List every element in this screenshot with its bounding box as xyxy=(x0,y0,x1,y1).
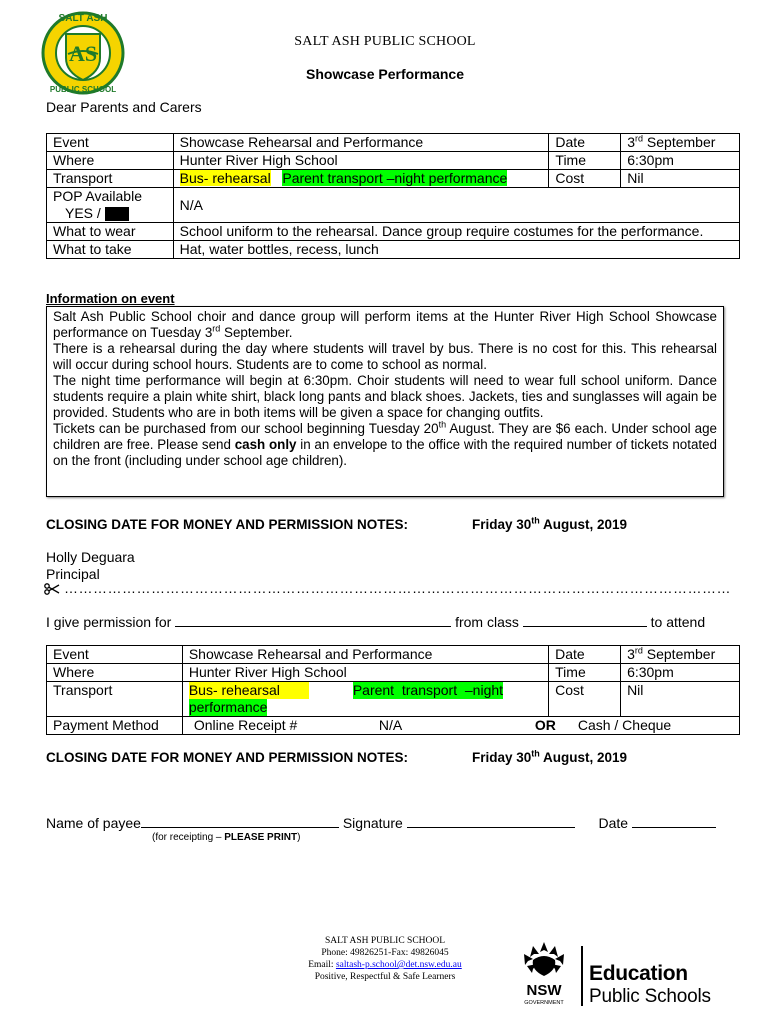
redacted-box xyxy=(105,207,129,221)
wear-value: School uniform to the rehearsal. Dance group require costumes for the performance. xyxy=(173,223,739,241)
date-label: Date xyxy=(549,134,621,152)
nsw-education-logo xyxy=(513,940,733,1010)
table-row xyxy=(47,682,740,717)
info-paragraph: Salt Ash Public School choir and dance group will perform items at the Hunter River High School Showcase performance on Tuesday 3rd September. xyxy=(53,309,717,340)
table-row xyxy=(47,134,740,152)
table-row xyxy=(47,152,740,170)
class-field[interactable] xyxy=(523,615,647,627)
pop-value: N/A xyxy=(173,188,739,223)
signature-field[interactable] xyxy=(407,816,575,828)
slip-transport-value xyxy=(182,682,548,717)
transport-bus-highlight: Bus- rehearsal xyxy=(179,170,271,186)
transport-value xyxy=(173,170,549,188)
scissors-icon xyxy=(44,583,60,595)
payee-note: (for receipting – PLEASE PRINT) xyxy=(152,832,301,843)
logo-divider xyxy=(581,946,583,1006)
closing-label: CLOSING DATE FOR MONEY AND PERMISSION NOTES: xyxy=(46,750,409,765)
cost-label: Cost xyxy=(549,170,621,188)
footer-motto: Positive, Respectful & Safe Learners xyxy=(314,972,456,982)
closing-date-notice xyxy=(46,515,628,532)
permission-line: I give permission for from class to attend xyxy=(46,614,706,630)
slip-transport-bus-highlight: Bus- rehearsal xyxy=(189,682,309,699)
payment-cash: Cash / Cheque xyxy=(577,717,672,733)
event-details-table xyxy=(46,133,740,259)
table-row xyxy=(47,241,740,259)
slip-transport-parent-highlight: Parent transport –night xyxy=(352,682,504,698)
slip-date-value: 3rd September xyxy=(621,646,740,664)
closing-date: Friday 30th August, 2019 xyxy=(472,748,628,765)
date-field[interactable] xyxy=(632,816,716,828)
closing-date: Friday 30th August, 2019 xyxy=(472,515,628,532)
slip-where-label: Where xyxy=(47,664,183,682)
transport-label: Transport xyxy=(47,170,174,188)
slip-payment-value xyxy=(182,717,739,735)
crest-bottom-text: PUBLIC SCHOOL xyxy=(49,85,117,94)
principal-role: Principal xyxy=(46,566,100,582)
crest-top-text: SALT ASH xyxy=(58,13,108,24)
greeting: Dear Parents and Carers xyxy=(46,99,202,115)
public-schools-text: Public Schools xyxy=(589,986,711,1007)
footer-email-line: Email: saltash-p.school@det.nsw.edu.au xyxy=(308,960,462,970)
slip-payment-label: Payment Method xyxy=(47,717,183,735)
permission-slip-table xyxy=(46,645,740,735)
info-box xyxy=(46,306,724,497)
payment-na: N/A xyxy=(378,717,403,733)
footer-email-link[interactable]: saltash-p.school@det.nsw.edu.au xyxy=(335,960,462,970)
date-value: 3rd September xyxy=(621,134,740,152)
pop-label: POP Available YES / xyxy=(47,188,174,223)
student-name-field[interactable] xyxy=(175,615,451,627)
waratah-logo xyxy=(513,940,575,1010)
table-row xyxy=(47,170,740,188)
table-row xyxy=(47,223,740,241)
cost-value: Nil xyxy=(621,170,740,188)
take-value: Hat, water bottles, recess, lunch xyxy=(173,241,739,259)
info-heading: Information on event xyxy=(46,291,175,306)
time-label: Time xyxy=(549,152,621,170)
info-paragraph: There is a rehearsal during the day where students will travel by bus. There is no cost for this. This rehearsal will occur during school hours. Students are to come to school as normal. xyxy=(53,341,717,372)
payment-online: Online Receipt # xyxy=(193,717,298,733)
school-name-heading: SALT ASH PUBLIC SCHOOL xyxy=(294,34,476,49)
info-paragraph: Tickets can be purchased from our school beginning Tuesday 20th August. They are $6 each. Under school age children are free. Please send cash only in an envelope to the office with the required number of tickets notated on the front (including under school age children). xyxy=(53,419,718,468)
slip-transport-label: Transport xyxy=(47,682,183,717)
time-value: 6:30pm xyxy=(621,152,740,170)
slip-time-value: 6:30pm xyxy=(621,664,740,682)
event-value: Showcase Rehearsal and Performance xyxy=(173,134,549,152)
slip-cost-label: Cost xyxy=(549,682,621,717)
slip-transport-parent-highlight-cont: performance xyxy=(188,699,268,715)
principal-name: Holly Deguara xyxy=(46,549,135,565)
crest-monogram: AS xyxy=(68,41,98,66)
event-label: Event xyxy=(47,134,174,152)
slip-where-value: Hunter River High School xyxy=(182,664,548,682)
info-paragraph: The night time performance will begin at 6:30pm. Choir students will need to wear full school uniform. Dance students require a plain white shirt, black long pants and black shoes. Jackets, ties and sunglasses will again be provided. Students who are in both items will be given a space for changing outfits. xyxy=(53,373,717,420)
slip-time-label: Time xyxy=(549,664,621,682)
table-row xyxy=(47,188,740,223)
slip-event-value: Showcase Rehearsal and Performance xyxy=(182,646,548,664)
footer-contact xyxy=(250,935,520,983)
wear-label: What to wear xyxy=(47,223,174,241)
slip-date-label: Date xyxy=(549,646,621,664)
footer-school: SALT ASH PUBLIC SCHOOL xyxy=(324,936,446,946)
take-label: What to take xyxy=(47,241,174,259)
payment-or: OR xyxy=(534,717,556,733)
education-text: Education xyxy=(589,962,688,985)
transport-parent-highlight: Parent transport –night performance xyxy=(282,170,508,186)
slip-event-label: Event xyxy=(47,646,183,664)
where-label: Where xyxy=(47,152,174,170)
payee-line: Name of payee Signature Date xyxy=(46,815,716,831)
cut-line: ………………………………………………………………………………………………………………………… xyxy=(44,580,731,596)
school-crest-logo xyxy=(38,8,128,98)
document-title: Showcase Performance xyxy=(306,66,464,82)
table-row xyxy=(47,646,740,664)
payee-name-field[interactable] xyxy=(141,816,339,828)
table-row xyxy=(47,717,740,735)
nsw-text: NSW xyxy=(526,982,562,999)
table-row xyxy=(47,664,740,682)
where-value: Hunter River High School xyxy=(173,152,549,170)
government-text: GOVERNMENT xyxy=(524,1000,564,1006)
closing-date-notice xyxy=(46,748,628,765)
slip-cost-value: Nil xyxy=(621,682,740,717)
closing-label: CLOSING DATE FOR MONEY AND PERMISSION NOTES: xyxy=(46,517,409,532)
footer-phone: Phone: 49826251-Fax: 49826045 xyxy=(321,948,449,958)
